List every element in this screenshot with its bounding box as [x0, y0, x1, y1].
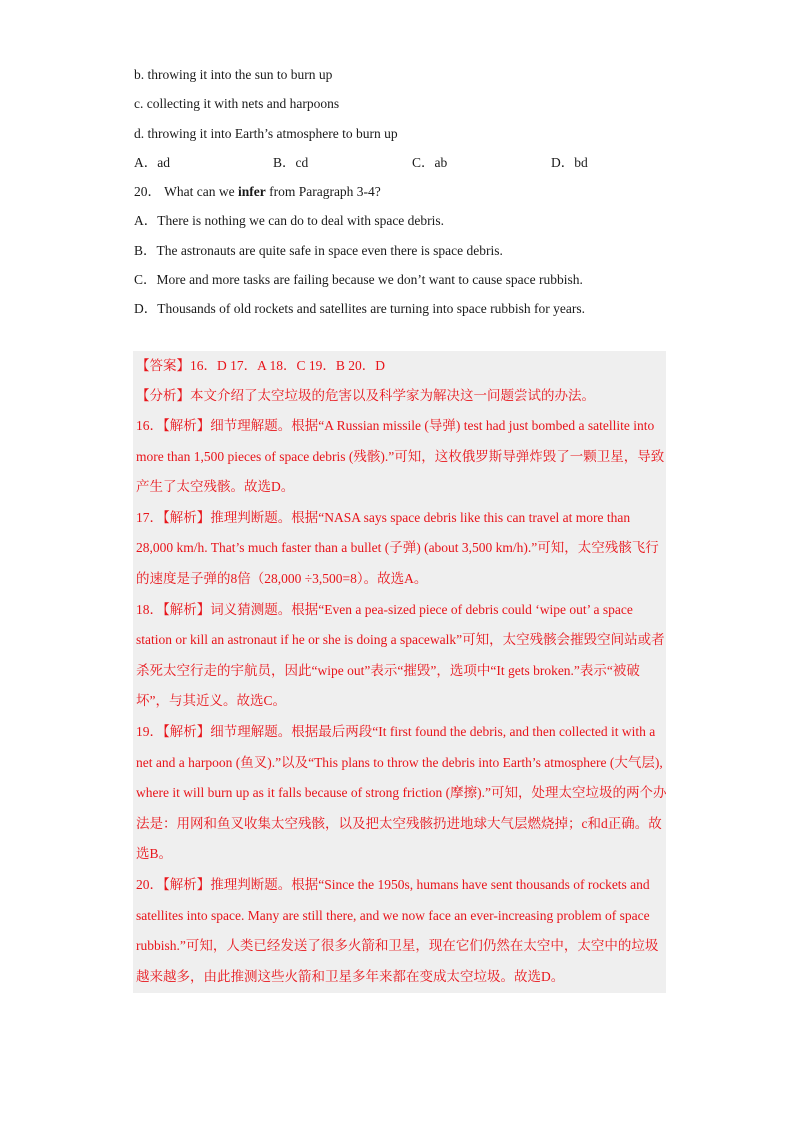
explanation-18: 18．【解析】词义猜测题。根据“Even a pea-sized piece of debris could ‘wipe out’ a space station or kill an astronaut if he or she is doing a spacewalk”可知，太空残骸会摧毁空间站或者杀死太空行走的宇航员，因此“wipe out”表示“摧毁”，选项中“It gets broken.”表示“被破坏”，与其近义。故选C。	[136, 601, 665, 709]
option-b-text: b. throwing it into the sun to burn up	[134, 67, 333, 82]
explanation-20: 20．【解析】推理判断题。根据“Since the 1950s, humans have sent thousands of rockets and satellites into space. Many are still there, and we now face an ever-increasing problem of space rubbish.”可知，人类已经发送了很多火箭和卫星，现在它们仍然在太空中，太空中的垃圾越来越多，由此推测这些火箭和卫星多年来都在变成太空垃圾。故选D。	[136, 876, 659, 984]
option-c-text: c. collecting it with nets and harpoons	[134, 96, 340, 112]
choice-a: A．ad	[134, 154, 170, 170]
answer-section	[136, 351, 668, 992]
analysis-text: 【分析】本文介绍了太空垃圾的危害以及科学家为解决这一问题尝试的办法。	[136, 388, 595, 403]
q20-bold-word: infer	[237, 184, 266, 200]
q20-choice-a: A．There is nothing we can do to deal with space debris.	[134, 213, 445, 229]
explanation-16: 16．【解析】细节理解题。根据“A Russian missile (导弹) test had just bombed a satellite into more than 1,500 pieces of space debris (残骸).”可知，这枚俄罗斯导弹炸毁了一颗卫星，导致产生了太空残骸。故选D。	[136, 418, 665, 495]
explanation-17: 17．【解析】推理判断题。根据“NASA says space debris like this can travel at more than 28,000 km/h. That’s much faster than a bullet (子弹) (about 3,500 km/h).”可知，太空残骸飞行的速度是子弹的8倍（28,000 ÷3,500=8）。故选A。	[136, 509, 659, 586]
choice-b: B．cd	[273, 154, 309, 170]
q20-suffix: from Paragraph 3-4?	[265, 184, 381, 200]
q20-choice-b: B．The astronauts are quite safe in space even there is space debris.	[134, 242, 503, 258]
question-section	[134, 60, 694, 324]
choice-d: D．bd	[551, 154, 588, 170]
option-d-text: d. throwing it into Earth’s atmosphere to burn up	[134, 125, 398, 141]
q20-prefix: 20． What can we	[134, 184, 238, 200]
question-20-stem	[134, 177, 694, 206]
choice-c: C．ab	[412, 154, 448, 170]
question-19-choices	[134, 148, 694, 177]
answer-key: 【答案】16．D 17．A 18．C 19．B 20．D	[136, 358, 386, 373]
q20-choice-d: D．Thousands of old rockets and satellites are turning into space rubbish for years.	[134, 301, 586, 317]
explanation-19: 19．【解析】细节理解题。根据最后两段“It first found the debris, and then collected it with a net and a harpoon (鱼叉).”以及“This plans to throw the debris into Earth’s atmosphere (大气层), where it will burn up as it falls because of strong friction (摩擦).”可知，处理太空垃圾的两个办法是：用网和鱼叉收集太空残骸，以及把太空残骸扔进地球大气层燃烧掉；c和d正确。故选B。	[136, 723, 667, 862]
q20-choice-c: C．More and more tasks are failing because we don’t want to cause space rubbish.	[134, 272, 583, 288]
